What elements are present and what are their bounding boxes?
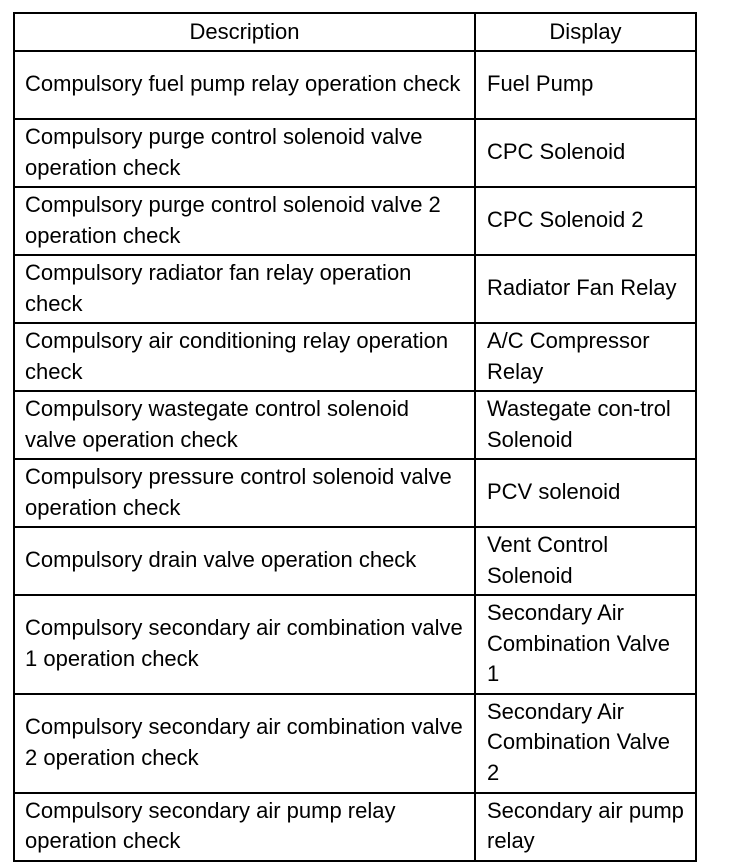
table-row — [14, 793, 696, 861]
description-cell: Compulsory purge control solenoid valve operation check — [14, 119, 475, 187]
display-cell: CPC Solenoid — [475, 119, 696, 187]
description-cell: Compulsory drain valve operation check — [14, 527, 475, 595]
table-row — [14, 187, 696, 255]
display-cell: Vent Control Solenoid — [475, 527, 696, 595]
description-cell: Compulsory secondary air pump relay operation check — [14, 793, 475, 861]
display-cell: Radiator Fan Relay — [475, 255, 696, 323]
description-cell: Compulsory wastegate control solenoid valve operation check — [14, 391, 475, 459]
display-cell: Secondary Air Combination Valve 1 — [475, 595, 696, 694]
description-cell: Compulsory secondary air combination valve 1 operation check — [14, 595, 475, 694]
display-cell: Wastegate con-trol Solenoid — [475, 391, 696, 459]
table-row — [14, 694, 696, 793]
column-header-description: Description — [14, 13, 475, 51]
table-row — [14, 391, 696, 459]
display-cell: CPC Solenoid 2 — [475, 187, 696, 255]
operation-check-table — [13, 12, 697, 862]
table-row — [14, 595, 696, 694]
table-row — [14, 323, 696, 391]
display-cell: PCV solenoid — [475, 459, 696, 527]
display-cell: A/C Compressor Relay — [475, 323, 696, 391]
table-row — [14, 459, 696, 527]
column-header-display: Display — [475, 13, 696, 51]
operation-check-table-container — [13, 12, 695, 862]
description-cell: Compulsory pressure control solenoid valve operation check — [14, 459, 475, 527]
description-cell: Compulsory radiator fan relay operation check — [14, 255, 475, 323]
table-header-row — [14, 13, 696, 51]
table-row — [14, 51, 696, 119]
description-cell: Compulsory air conditioning relay operation check — [14, 323, 475, 391]
description-cell: Compulsory secondary air combination valve 2 operation check — [14, 694, 475, 793]
display-cell: Secondary air pump relay — [475, 793, 696, 861]
table-row — [14, 527, 696, 595]
description-cell: Compulsory fuel pump relay operation check — [14, 51, 475, 119]
display-cell: Secondary Air Combination Valve 2 — [475, 694, 696, 793]
description-cell: Compulsory purge control solenoid valve 2 operation check — [14, 187, 475, 255]
display-cell: Fuel Pump — [475, 51, 696, 119]
table-row — [14, 119, 696, 187]
table-row — [14, 255, 696, 323]
